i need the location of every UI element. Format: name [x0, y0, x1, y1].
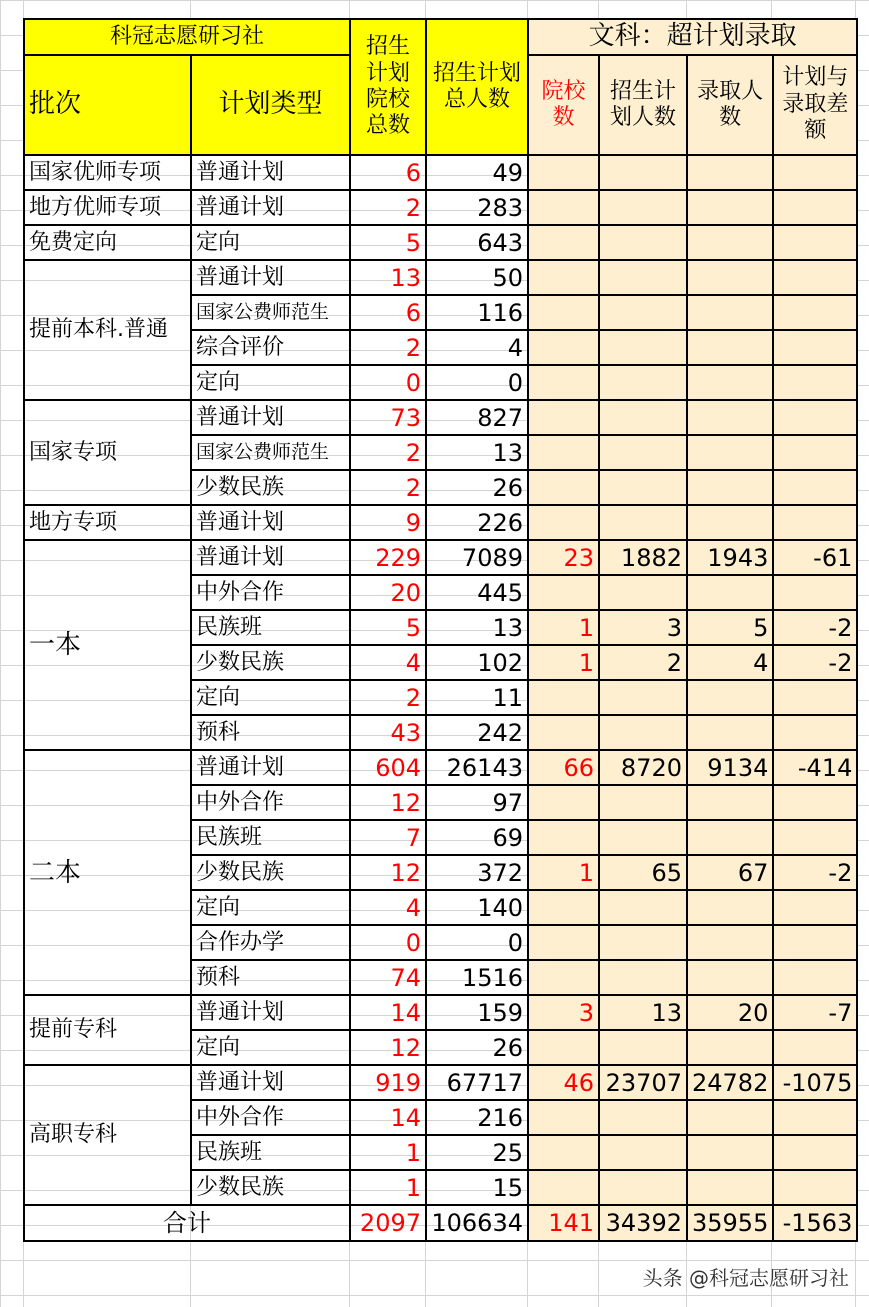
w-plan-cell[interactable]: [599, 575, 687, 610]
w-admitted-cell[interactable]: [687, 470, 773, 505]
plan-count-cell[interactable]: 69: [426, 820, 528, 855]
plan-count-cell[interactable]: 116: [426, 295, 528, 330]
w-admitted-cell[interactable]: 1943: [687, 540, 773, 575]
w-plan-cell[interactable]: [599, 400, 687, 435]
w-admitted-cell[interactable]: [687, 785, 773, 820]
w-admitted-cell[interactable]: 4: [687, 645, 773, 680]
table-row: [24, 540, 857, 575]
w-plan-cell[interactable]: 3: [599, 610, 687, 645]
table-row: [24, 505, 857, 540]
plan-count-cell[interactable]: 0: [426, 925, 528, 960]
w-schools-cell[interactable]: [528, 785, 599, 820]
plan-count-cell[interactable]: 1516: [426, 960, 528, 995]
plan-count-cell[interactable]: 13: [426, 435, 528, 470]
w-diff-header[interactable]: 计划与录取差额: [773, 55, 857, 155]
plan-count-cell[interactable]: 0: [426, 365, 528, 400]
school-count-cell[interactable]: 4: [350, 890, 426, 925]
plan-type-cell[interactable]: 定向: [191, 225, 350, 260]
w-diff-cell[interactable]: [773, 1170, 857, 1205]
w-admitted-cell[interactable]: [687, 1030, 773, 1065]
plan-count-cell[interactable]: 11: [426, 680, 528, 715]
w-plan-cell[interactable]: [599, 785, 687, 820]
w-plan-cell[interactable]: [599, 365, 687, 400]
w-plan-cell[interactable]: [599, 330, 687, 365]
w-diff-cell[interactable]: [773, 785, 857, 820]
school-count-cell[interactable]: 7: [350, 820, 426, 855]
w-schools-cell[interactable]: [528, 400, 599, 435]
plan-count-cell[interactable]: 643: [426, 225, 528, 260]
w-diff-cell[interactable]: [773, 925, 857, 960]
plan-type-cell[interactable]: 普通计划: [191, 540, 350, 575]
plan-type-cell[interactable]: 民族班: [191, 820, 350, 855]
w-schools-cell[interactable]: [528, 505, 599, 540]
w-admitted-cell[interactable]: 67: [687, 855, 773, 890]
w-admitted-cell[interactable]: 9134: [687, 750, 773, 785]
w-plan-cell[interactable]: 23707: [599, 1065, 687, 1100]
plan-count-cell[interactable]: 242: [426, 715, 528, 750]
w-schools-cell[interactable]: [528, 470, 599, 505]
w-schools-cell[interactable]: [528, 715, 599, 750]
w-schools-cell[interactable]: [528, 890, 599, 925]
plan-count-cell[interactable]: 7089: [426, 540, 528, 575]
plan-type-cell[interactable]: 预科: [191, 960, 350, 995]
total-w-admitted[interactable]: 35955: [687, 1205, 773, 1241]
school-count-cell[interactable]: 2: [350, 680, 426, 715]
plan-type-cell[interactable]: 普通计划: [191, 505, 350, 540]
w-diff-cell[interactable]: [773, 365, 857, 400]
w-admitted-cell[interactable]: [687, 400, 773, 435]
school-count-cell[interactable]: 6: [350, 155, 426, 190]
batch-cell[interactable]: 提前本科.普通: [24, 260, 191, 400]
w-schools-cell[interactable]: 66: [528, 750, 599, 785]
w-plan-cell[interactable]: [599, 190, 687, 225]
plan-count-cell[interactable]: 827: [426, 400, 528, 435]
w-plan-cell[interactable]: 8720: [599, 750, 687, 785]
w-plan-cell[interactable]: [599, 505, 687, 540]
batch-cell[interactable]: 地方优师专项: [24, 190, 191, 225]
w-schools-cell[interactable]: [528, 820, 599, 855]
w-plan-cell[interactable]: [599, 295, 687, 330]
plan-count-cell[interactable]: 226: [426, 505, 528, 540]
w-admitted-cell[interactable]: [687, 295, 773, 330]
table-row: [24, 225, 857, 260]
w-diff-cell[interactable]: [773, 260, 857, 295]
school-count-cell[interactable]: 14: [350, 995, 426, 1030]
batch-cell[interactable]: 免费定向: [24, 225, 191, 260]
w-admitted-cell[interactable]: [687, 155, 773, 190]
plan-type-cell[interactable]: 普通计划: [191, 1065, 350, 1100]
w-diff-cell[interactable]: -1075: [773, 1065, 857, 1100]
w-admitted-cell[interactable]: [687, 925, 773, 960]
batch-cell[interactable]: 国家优师专项: [24, 155, 191, 190]
plan-count-cell[interactable]: 49: [426, 155, 528, 190]
batch-cell[interactable]: 地方专项: [24, 505, 191, 540]
w-diff-cell[interactable]: -414: [773, 750, 857, 785]
plan-type-cell[interactable]: 定向: [191, 890, 350, 925]
table-row: [24, 1065, 857, 1100]
school-count-cell[interactable]: 0: [350, 365, 426, 400]
batch-cell[interactable]: 国家专项: [24, 400, 191, 505]
w-plan-cell[interactable]: [599, 1170, 687, 1205]
school-count-cell[interactable]: 2: [350, 470, 426, 505]
w-diff-cell[interactable]: [773, 295, 857, 330]
w-plan-cell[interactable]: [599, 435, 687, 470]
plan-count-cell[interactable]: 26: [426, 470, 528, 505]
section-title[interactable]: 文科：超计划录取: [528, 19, 857, 55]
plan-type-cell[interactable]: 普通计划: [191, 995, 350, 1030]
plan-count-cell[interactable]: 372: [426, 855, 528, 890]
w-diff-cell[interactable]: [773, 1135, 857, 1170]
plan-type-cell[interactable]: 少数民族: [191, 645, 350, 680]
plan-type-cell[interactable]: 定向: [191, 680, 350, 715]
w-diff-cell[interactable]: -2: [773, 855, 857, 890]
total-w-plan[interactable]: 34392: [599, 1205, 687, 1241]
plan-count-cell[interactable]: 26143: [426, 750, 528, 785]
w-plan-cell[interactable]: [599, 820, 687, 855]
table-row: [24, 155, 857, 190]
w-schools-cell[interactable]: 3: [528, 995, 599, 1030]
w-diff-cell[interactable]: [773, 505, 857, 540]
w-plan-cell[interactable]: [599, 680, 687, 715]
w-schools-cell[interactable]: [528, 575, 599, 610]
w-schools-cell[interactable]: 46: [528, 1065, 599, 1100]
plan-type-cell[interactable]: 少数民族: [191, 1170, 350, 1205]
plan-type-header[interactable]: 计划类型: [191, 55, 350, 155]
w-schools-cell[interactable]: 1: [528, 855, 599, 890]
w-plan-cell[interactable]: 1882: [599, 540, 687, 575]
w-admitted-cell[interactable]: [687, 1135, 773, 1170]
w-admitted-cell[interactable]: [687, 225, 773, 260]
batch-cell[interactable]: 高职专科: [24, 1065, 191, 1205]
w-plan-cell[interactable]: [599, 155, 687, 190]
school-count-cell[interactable]: 6: [350, 295, 426, 330]
w-schools-cell[interactable]: [528, 295, 599, 330]
school-count-cell[interactable]: 12: [350, 785, 426, 820]
plan-count-cell[interactable]: 26: [426, 1030, 528, 1065]
plan-type-cell[interactable]: 综合评价: [191, 330, 350, 365]
plan-count-cell[interactable]: 102: [426, 645, 528, 680]
w-plan-cell[interactable]: [599, 925, 687, 960]
w-admitted-cell[interactable]: 24782: [687, 1065, 773, 1100]
plan-type-cell[interactable]: 民族班: [191, 1135, 350, 1170]
school-count-cell[interactable]: 14: [350, 1100, 426, 1135]
school-count-cell[interactable]: 1: [350, 1135, 426, 1170]
plan-type-cell[interactable]: 普通计划: [191, 400, 350, 435]
plan-type-cell[interactable]: 定向: [191, 1030, 350, 1065]
school-count-cell[interactable]: 1: [350, 1170, 426, 1205]
plan-type-cell[interactable]: 民族班: [191, 610, 350, 645]
w-plan-header[interactable]: 招生计划人数: [599, 55, 687, 155]
batch-cell[interactable]: 一本: [24, 540, 191, 750]
plan-count-cell[interactable]: 67717: [426, 1065, 528, 1100]
w-admitted-cell[interactable]: [687, 435, 773, 470]
w-schools-cell[interactable]: [528, 190, 599, 225]
school-total-header[interactable]: 招生计划院校总数: [350, 19, 426, 155]
school-count-cell[interactable]: 20: [350, 575, 426, 610]
w-schools-cell[interactable]: 23: [528, 540, 599, 575]
watermark: 头条 @科冠志愿研习社: [642, 1266, 849, 1290]
school-count-cell[interactable]: 5: [350, 225, 426, 260]
brand-header[interactable]: 科冠志愿研习社: [24, 19, 350, 55]
w-diff-cell[interactable]: [773, 190, 857, 225]
w-schools-cell[interactable]: [528, 680, 599, 715]
plan-type-cell[interactable]: 国家公费师范生: [191, 295, 350, 330]
w-schools-cell[interactable]: [528, 1100, 599, 1135]
plan-count-cell[interactable]: 25: [426, 1135, 528, 1170]
w-schools-cell[interactable]: [528, 1030, 599, 1065]
w-diff-cell[interactable]: [773, 470, 857, 505]
w-diff-cell[interactable]: [773, 225, 857, 260]
school-count-cell[interactable]: 0: [350, 925, 426, 960]
plan-type-cell[interactable]: 少数民族: [191, 855, 350, 890]
plan-type-cell[interactable]: 普通计划: [191, 155, 350, 190]
w-schools-cell[interactable]: 1: [528, 645, 599, 680]
plan-count-cell[interactable]: 445: [426, 575, 528, 610]
school-count-cell[interactable]: 12: [350, 855, 426, 890]
w-plan-cell[interactable]: [599, 1030, 687, 1065]
plan-type-cell[interactable]: 普通计划: [191, 750, 350, 785]
plan-type-cell[interactable]: 中外合作: [191, 785, 350, 820]
w-admitted-cell[interactable]: [687, 575, 773, 610]
w-admitted-cell[interactable]: [687, 960, 773, 995]
w-admitted-cell[interactable]: [687, 890, 773, 925]
plan-type-cell[interactable]: 定向: [191, 365, 350, 400]
school-count-cell[interactable]: 2: [350, 330, 426, 365]
w-admitted-cell[interactable]: [687, 1170, 773, 1205]
total-w-schools[interactable]: 141: [528, 1205, 599, 1241]
w-diff-cell[interactable]: [773, 715, 857, 750]
table-row: [24, 260, 857, 295]
w-admitted-cell[interactable]: [687, 1100, 773, 1135]
w-diff-cell[interactable]: [773, 1100, 857, 1135]
school-count-cell[interactable]: 919: [350, 1065, 426, 1100]
plan-count-cell[interactable]: 50: [426, 260, 528, 295]
w-plan-cell[interactable]: [599, 960, 687, 995]
w-schools-cell[interactable]: [528, 330, 599, 365]
school-count-cell[interactable]: 74: [350, 960, 426, 995]
w-plan-cell[interactable]: 65: [599, 855, 687, 890]
w-plan-cell[interactable]: [599, 260, 687, 295]
w-admitted-cell[interactable]: [687, 365, 773, 400]
school-count-cell[interactable]: 4: [350, 645, 426, 680]
school-count-cell[interactable]: 2: [350, 435, 426, 470]
plan-type-cell[interactable]: 少数民族: [191, 470, 350, 505]
school-count-cell[interactable]: 13: [350, 260, 426, 295]
total-label[interactable]: 合计: [24, 1205, 350, 1241]
w-plan-cell[interactable]: [599, 890, 687, 925]
school-count-cell[interactable]: 12: [350, 1030, 426, 1065]
w-admitted-cell[interactable]: [687, 260, 773, 295]
plan-count-cell[interactable]: 97: [426, 785, 528, 820]
school-count-cell[interactable]: 2: [350, 190, 426, 225]
plan-type-cell[interactable]: 中外合作: [191, 1100, 350, 1135]
w-diff-cell[interactable]: [773, 820, 857, 855]
w-admitted-cell[interactable]: 5: [687, 610, 773, 645]
w-admitted-cell[interactable]: [687, 715, 773, 750]
school-count-cell[interactable]: 43: [350, 715, 426, 750]
w-schools-cell[interactable]: [528, 435, 599, 470]
batch-header[interactable]: 批次: [24, 55, 191, 155]
school-count-cell[interactable]: 229: [350, 540, 426, 575]
w-diff-cell[interactable]: [773, 575, 857, 610]
w-diff-cell[interactable]: [773, 155, 857, 190]
total-w-diff[interactable]: -1563: [773, 1205, 857, 1241]
w-admitted-cell[interactable]: [687, 190, 773, 225]
w-schools-cell[interactable]: [528, 960, 599, 995]
w-admitted-cell[interactable]: [687, 330, 773, 365]
batch-cell[interactable]: 二本: [24, 750, 191, 995]
w-schools-cell[interactable]: [528, 225, 599, 260]
w-admitted-header[interactable]: 录取人数: [687, 55, 773, 155]
enrollment-table: [23, 18, 858, 1242]
plan-count-cell[interactable]: 283: [426, 190, 528, 225]
w-schools-cell[interactable]: [528, 155, 599, 190]
school-count-cell[interactable]: 9: [350, 505, 426, 540]
table-row: [24, 400, 857, 435]
w-schools-cell[interactable]: [528, 925, 599, 960]
table-row: [24, 190, 857, 225]
w-plan-cell[interactable]: [599, 1135, 687, 1170]
w-diff-cell[interactable]: [773, 1030, 857, 1065]
plan-type-cell[interactable]: 中外合作: [191, 575, 350, 610]
w-diff-cell[interactable]: [773, 435, 857, 470]
w-plan-cell[interactable]: [599, 225, 687, 260]
plan-type-cell[interactable]: 预科: [191, 715, 350, 750]
plan-count-cell[interactable]: 216: [426, 1100, 528, 1135]
w-schools-cell[interactable]: [528, 365, 599, 400]
w-diff-cell[interactable]: [773, 680, 857, 715]
w-schools-cell[interactable]: [528, 1170, 599, 1205]
plan-type-cell[interactable]: 合作办学: [191, 925, 350, 960]
w-schools-cell[interactable]: [528, 1135, 599, 1170]
school-count-cell[interactable]: 73: [350, 400, 426, 435]
table-row: [24, 995, 857, 1030]
w-admitted-cell[interactable]: 20: [687, 995, 773, 1030]
table-row: [24, 750, 857, 785]
w-admitted-cell[interactable]: [687, 505, 773, 540]
school-count-cell[interactable]: 5: [350, 610, 426, 645]
w-diff-cell[interactable]: [773, 890, 857, 925]
total-plan[interactable]: 106634: [426, 1205, 528, 1241]
w-diff-cell[interactable]: [773, 330, 857, 365]
plan-type-cell[interactable]: 普通计划: [191, 190, 350, 225]
w-diff-cell[interactable]: -7: [773, 995, 857, 1030]
w-admitted-cell[interactable]: [687, 680, 773, 715]
plan-count-cell[interactable]: 15: [426, 1170, 528, 1205]
plan-count-cell[interactable]: 140: [426, 890, 528, 925]
w-admitted-cell[interactable]: [687, 820, 773, 855]
w-plan-cell[interactable]: [599, 470, 687, 505]
total-schools[interactable]: 2097: [350, 1205, 426, 1241]
plan-count-cell[interactable]: 4: [426, 330, 528, 365]
w-schools-cell[interactable]: [528, 260, 599, 295]
w-diff-cell[interactable]: -2: [773, 645, 857, 680]
w-diff-cell[interactable]: [773, 960, 857, 995]
w-diff-cell[interactable]: [773, 400, 857, 435]
w-plan-cell[interactable]: 2: [599, 645, 687, 680]
w-schools-header[interactable]: 院校数: [528, 55, 599, 155]
plan-count-cell[interactable]: 159: [426, 995, 528, 1030]
plan-type-cell[interactable]: 普通计划: [191, 260, 350, 295]
w-schools-cell[interactable]: 1: [528, 610, 599, 645]
plan-count-cell[interactable]: 13: [426, 610, 528, 645]
w-plan-cell[interactable]: 13: [599, 995, 687, 1030]
w-plan-cell[interactable]: [599, 1100, 687, 1135]
batch-cell[interactable]: 提前专科: [24, 995, 191, 1065]
w-diff-cell[interactable]: -2: [773, 610, 857, 645]
w-diff-cell[interactable]: -61: [773, 540, 857, 575]
w-plan-cell[interactable]: [599, 715, 687, 750]
school-count-cell[interactable]: 604: [350, 750, 426, 785]
plan-type-cell[interactable]: 国家公费师范生: [191, 435, 350, 470]
plan-total-header[interactable]: 招生计划总人数: [426, 19, 528, 155]
